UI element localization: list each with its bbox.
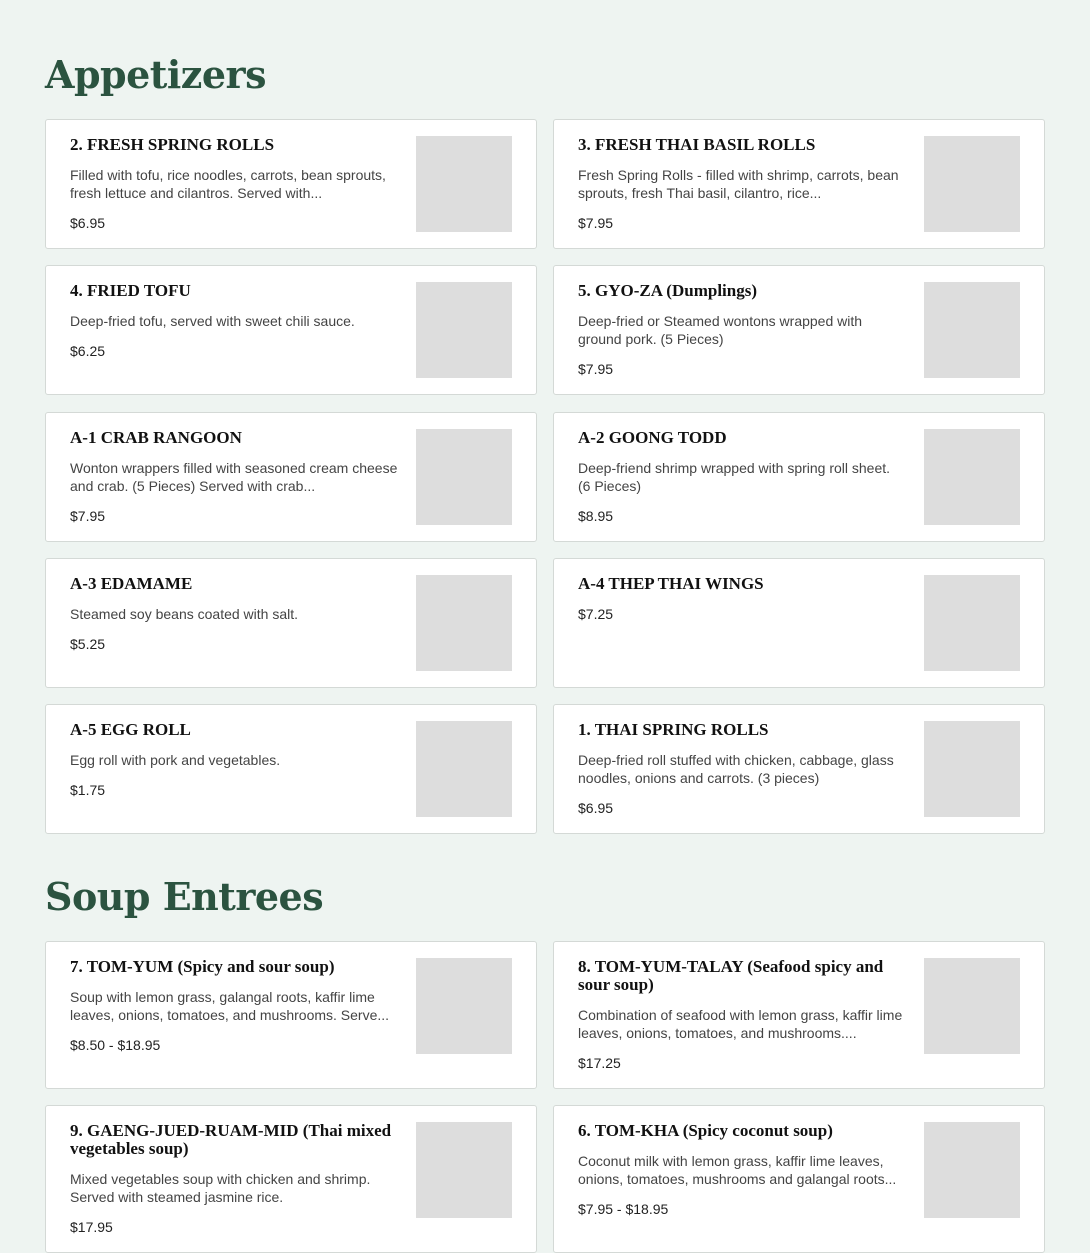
- menu-item-description: Deep-fried or Steamed wontons wrapped with ground pork. (5 Pieces): [578, 313, 863, 347]
- menu-item-image: [924, 136, 1020, 232]
- menu-item-name: 5. GYO-ZA (Dumplings): [578, 281, 757, 300]
- menu-item-card[interactable]: [45, 1105, 537, 1253]
- menu-item-image: [416, 429, 512, 525]
- menu-item-card[interactable]: [553, 119, 1045, 249]
- menu-item-name: A-3 EDAMAME: [70, 574, 193, 593]
- section-title-appetizers: Appetizers: [45, 52, 266, 97]
- menu-item-image: [924, 721, 1020, 817]
- menu-item-description: Mixed vegetables soup with chicken and shrimp. Served with steamed jasmine rice.: [70, 1171, 371, 1205]
- menu-item-description: Wonton wrappers filled with seasoned cream cheese and crab. (5 Pieces) Served with crab...: [70, 460, 398, 494]
- menu-item-image: [416, 136, 512, 232]
- menu-item-description: Steamed soy beans coated with salt.: [70, 606, 299, 622]
- menu-item-card[interactable]: [553, 941, 1045, 1089]
- menu-item-description: Deep-fried tofu, served with sweet chili sauce.: [70, 313, 355, 329]
- menu-item-name: 3. FRESH THAI BASIL ROLLS: [578, 135, 816, 154]
- menu-item-image: [924, 1122, 1020, 1218]
- menu-item-description: Egg roll with pork and vegetables.: [70, 752, 281, 768]
- menu-item-card[interactable]: [45, 704, 537, 834]
- menu-item-price: $7.95: [578, 361, 614, 377]
- menu-item-image: [416, 575, 512, 671]
- section-title-soup-entrees: Soup Entrees: [45, 874, 324, 919]
- menu-item-card[interactable]: [553, 265, 1045, 395]
- menu-item-price: $7.95: [70, 508, 106, 524]
- menu-item-image: [924, 282, 1020, 378]
- menu-item-description: Deep-friend shrimp wrapped with spring roll sheet. (6 Pieces): [578, 460, 891, 494]
- menu-item-name: 1. THAI SPRING ROLLS: [578, 720, 769, 739]
- menu-item-name: 6. TOM-KHA (Spicy coconut soup): [578, 1121, 833, 1140]
- menu-item-price: $7.95 - $18.95: [578, 1201, 669, 1217]
- menu-item-card[interactable]: [45, 265, 537, 395]
- menu-item-price: $6.95: [578, 800, 614, 816]
- menu-item-image: [416, 721, 512, 817]
- menu-item-description: Fresh Spring Rolls - filled with shrimp, carrots, bean sprouts, fresh Thai basil, cilantro, rice...: [578, 167, 899, 201]
- menu-item-image: [924, 429, 1020, 525]
- menu-item-image: [924, 575, 1020, 671]
- menu-item-name: A-4 THEP THAI WINGS: [578, 574, 764, 593]
- menu-item-name: A-2 GOONG TODD: [578, 428, 727, 447]
- menu-item-name: 2. FRESH SPRING ROLLS: [70, 135, 275, 154]
- menu-item-image: [416, 1122, 512, 1218]
- menu-item-card[interactable]: [553, 558, 1045, 688]
- menu-item-name: A-1 CRAB RANGOON: [70, 428, 242, 447]
- menu-item-price: $17.95: [70, 1219, 113, 1235]
- menu-item-price: $7.95: [578, 215, 614, 231]
- menu-item-name: 8. TOM-YUM-TALAY (Seafood spicy and sour soup): [578, 957, 884, 994]
- menu-item-description: Combination of seafood with lemon grass, kaffir lime leaves, onions, tomatoes, and mushrooms....: [578, 1007, 903, 1041]
- menu-item-description: Filled with tofu, rice noodles, carrots, bean sprouts, fresh lettuce and cilantros. Served with...: [70, 167, 386, 201]
- menu-item-price: $1.75: [70, 782, 106, 798]
- menu-item-image: [924, 958, 1020, 1054]
- menu-item-card[interactable]: [553, 412, 1045, 542]
- menu-item-price: $5.25: [70, 636, 106, 652]
- menu-item-card[interactable]: [45, 412, 537, 542]
- menu-item-card[interactable]: [45, 941, 537, 1089]
- menu-item-image: [416, 958, 512, 1054]
- menu-item-description: Soup with lemon grass, galangal roots, kaffir lime leaves, onions, tomatoes, and mushrooms. Serve...: [70, 989, 390, 1023]
- menu-item-description: Coconut milk with lemon grass, kaffir lime leaves, onions, tomatoes, mushrooms and galangal roots...: [578, 1153, 897, 1187]
- menu-item-card[interactable]: [553, 704, 1045, 834]
- menu-item-image: [416, 282, 512, 378]
- menu-item-price: $17.25: [578, 1055, 621, 1071]
- menu-item-price: $8.95: [578, 508, 614, 524]
- menu-item-price: $8.50 - $18.95: [70, 1037, 161, 1053]
- menu-item-name: 7. TOM-YUM (Spicy and sour soup): [70, 957, 335, 976]
- menu-item-price: $6.25: [70, 343, 106, 359]
- menu-item-price: $7.25: [578, 606, 614, 622]
- menu-item-name: 9. GAENG-JUED-RUAM-MID (Thai mixed vegetables soup): [70, 1121, 392, 1158]
- menu-item-name: A-5 EGG ROLL: [70, 720, 191, 739]
- menu-item-card[interactable]: [45, 558, 537, 688]
- menu-item-price: $6.95: [70, 215, 106, 231]
- menu-item-card[interactable]: [45, 119, 537, 249]
- menu-item-description: Deep-fried roll stuffed with chicken, cabbage, glass noodles, onions and carrots. (3 pieces): [578, 752, 894, 786]
- menu-item-name: 4. FRIED TOFU: [70, 281, 191, 300]
- menu-item-card[interactable]: [553, 1105, 1045, 1253]
